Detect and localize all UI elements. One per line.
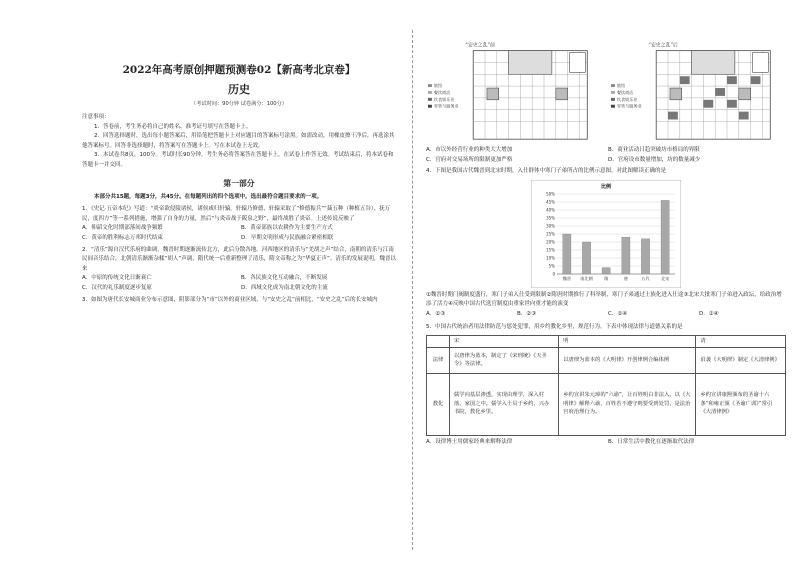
y-tick-label: 0 (552, 271, 555, 277)
question-2-stem: 2．“清乐”源自汉代乐府的曲调，魏晋时期逐渐流传北方，此后分散各地。河西地区的清乐与“羌胡之声”结合，南朝的清乐与江南民间音乐结合，北朝清乐渐渐杂糅“胡人”声调，隋代统一后重新整理了清乐，隋文帝称之为“华夏正声”。清乐的发展说明，魏晋以来 (82, 246, 396, 272)
y-tick-label: 5% (548, 263, 555, 269)
y-tick-label: 40% (546, 207, 555, 213)
legend-label: 饮食娱乐业 (433, 96, 455, 102)
bar-五代 (641, 239, 649, 274)
east-market (556, 88, 568, 100)
x-tick-label: 隋 (604, 275, 609, 281)
bar-隋 (602, 267, 610, 273)
legend-swatch (428, 84, 432, 87)
west-market (670, 88, 682, 100)
map-after (609, 38, 786, 142)
map-legend (611, 82, 642, 109)
table-row (427, 347, 786, 373)
question-5-options (426, 438, 786, 448)
option-a[interactable]: A．仰韶文化时期部落间战争频繁 (82, 225, 163, 232)
table-cell: 乡约宣讲朱元璋的“六谕”，让百姓明白非法入。以《大明律》解释六谕，百姓若不遵守则要受到处罚，是法治官府治理行为。 (559, 373, 696, 435)
y-tick-label: 15% (546, 247, 555, 253)
question-1-options (82, 224, 396, 243)
y-tick-label: 20% (546, 239, 555, 245)
map-before-figure (426, 38, 603, 142)
bar-北宋 (661, 200, 669, 274)
map-legend (428, 82, 459, 109)
legend-swatch (611, 84, 615, 87)
table-cell: 以唐律为蓝本的《大明律》开创律例合编体例 (559, 347, 696, 373)
table-row (427, 373, 786, 435)
question-4-stem: 4．下图是我国古代魏晋到北宋时期，入仕群体中寒门子弟所占的比例示意图，对此图解读正确的是 (426, 168, 667, 175)
section-title: 第一部分 (223, 178, 255, 188)
bar-唐 (622, 237, 630, 274)
option-c[interactable]: C．①④ (608, 310, 628, 317)
note-item: 1．答卷前，考生务必将自己的姓名、准考证号填写在答题卡上。 (94, 123, 252, 130)
question-3-options (426, 146, 786, 165)
option-c[interactable]: C．汉代的礼乐制度逐步复原 (82, 284, 152, 291)
option-a[interactable]: A．中原的传统文化日渐衰亡 (82, 275, 152, 282)
question-1-stem: 1．《史记·五帝本纪》写道：“炎帝欲侵陵诸侯，诸侯咸归轩辕。轩辕乃修德，轩辕采取了“修德振兵”“蓺五种（种植五谷）、抚万民，度四方”等一系列措施，增强了自身的力量，然后“与炎帝战于阪泉之野”，最终战胜了炎帝。上述传说反映了 (82, 206, 391, 222)
option-b[interactable]: B．日常生活中教化在逐渐取代法律 (608, 438, 695, 445)
y-tick-label: 25% (546, 231, 555, 237)
x-tick-label: 唐 (623, 275, 628, 281)
legend-label: 旅馆 (616, 83, 626, 89)
legend-label: 旅馆 (433, 83, 443, 89)
daming-palace (570, 53, 586, 73)
map-before (426, 38, 603, 142)
bar-南北朝 (582, 242, 590, 274)
legend-label: 餐饮商店 (433, 89, 451, 95)
note-item: 2．回答选择题时，选出每小题答案后，用铅笔把答题卡上对应题目的答案标号涂黑。如需改动，用橡皮擦干净后，再选涂其他答案标号。回答非选择题时，将答案写在答题卡上。写在本试卷上无效。 (82, 133, 395, 149)
table-cell: 乡约宣讲康熙颁布的圣谕十六条“和雍正颁《圣谕广训》”常引《大清律例》 (696, 373, 786, 435)
east-market (739, 88, 751, 100)
right-column (416, 0, 794, 562)
legend-label: 零售与服务业 (616, 103, 642, 109)
q5-table (426, 335, 786, 436)
legend-swatch (428, 105, 432, 108)
question-4-statements: ①魏晋时期门阀制度盛行，寒门子弟入仕受到限制②隋唐时期推行了科举制，寒门子弟通过士族化进入仕途③北宋大批寒门子弟进入政坛，给政治增添了活力④反映中国古代选官制度由重家世向重才能的演变 (426, 291, 782, 308)
y-tick-label: 50% (546, 191, 555, 197)
section-instructions: 本部分共15题，每题3分，共45分。在每题列出的四个选项中，选出最符合题目要求的一项。 (94, 193, 323, 200)
legend-swatch (611, 98, 615, 101)
option-c[interactable]: C．官府对交易场所的限制更加严格 (426, 156, 513, 163)
table-header-cell (427, 336, 450, 348)
daming-palace (753, 53, 769, 73)
option-b[interactable]: B．商业活动日趋突破坊市格局的界限 (608, 147, 700, 153)
question-3-stem: 3．如图为唐代长安城商业分布示意图，阴影部分为“市”以外的商业区域，与“安史之乱”前相比，“安史之乱”后的长安城内 (82, 296, 378, 303)
legend-swatch (428, 91, 432, 94)
legend-swatch (428, 98, 432, 101)
note-item: 3．本试卷共8页，100分。考试时长90分钟。考生务必将答案答在答题卡上，在试卷上作答无效。考试结束后，将本试卷和答题卡一并交回。 (82, 152, 394, 168)
map-title: “安史之乱”后 (648, 42, 678, 49)
option-b[interactable]: B．各民族文化互动融合，不断发展 (241, 275, 328, 282)
option-d[interactable]: D．西域文化成为南北朝文化的主流 (241, 284, 328, 291)
bar-魏晋 (563, 234, 571, 274)
exam-title: 2022年高考原创押题预测卷02【新高考北京卷】 (122, 64, 356, 76)
option-b[interactable]: B．②③ (517, 310, 537, 317)
legend-label: 零售与服务业 (433, 103, 459, 109)
row-label: 教化 (427, 373, 450, 435)
x-tick-label: 魏晋 (562, 275, 572, 281)
option-a[interactable]: A．市以外经营行业的种类大大增加 (426, 147, 513, 153)
table-header-row (427, 336, 786, 348)
option-d[interactable]: D．②④ (699, 310, 719, 317)
legend-label: 饮食娱乐业 (616, 96, 638, 102)
option-c[interactable]: C．黄帝的胜利标志万邦时代结束 (82, 234, 163, 241)
table-cell: 儒学向基层渗透，实现由理学，深入村落，家国之中。儒学入士员于乡约，兴办书院，教化乡里。 (450, 373, 559, 435)
x-tick-label: 五代 (641, 275, 650, 281)
question-2-options (82, 274, 396, 293)
x-tick-label: 南北朝 (580, 275, 593, 281)
column-divider (412, 30, 413, 550)
row-label: 法律 (427, 347, 450, 373)
chart-title: 比例 (600, 183, 612, 190)
y-tick-label: 10% (546, 255, 555, 261)
question-5-stem: 5．中国古代统治者用法律防范与惩处犯罪，用乡约教化乡里，规范行为。下表中体现法律与道德关系的是 (426, 323, 683, 330)
option-b[interactable]: B．黄帝部族以农耕作为主要生产方式 (241, 225, 333, 232)
option-d[interactable]: D．早期文明形成与民族融合紧密相联 (241, 234, 334, 241)
y-tick-label: 45% (546, 199, 555, 205)
exam-info: （考试时间：90分钟 试卷满分：100分） (191, 101, 287, 107)
west-market (487, 88, 499, 100)
palace-area (692, 51, 735, 75)
y-tick-label: 35% (546, 215, 555, 221)
palace-area (509, 51, 552, 75)
table-header-cell: 宋 (450, 336, 559, 348)
option-a[interactable]: A．设律博士用儒家经典来解释法律 (426, 438, 513, 445)
x-tick-label: 北宋 (660, 275, 670, 281)
table-header-cell: 清 (696, 336, 786, 348)
map-after-figure (609, 38, 786, 142)
q3-maps (426, 38, 786, 142)
legend-swatch (611, 105, 615, 108)
option-a[interactable]: A．①③ (426, 310, 446, 317)
table-cell: 沿袭《大明律》制定《大清律例》 (696, 347, 786, 373)
legend-swatch (611, 91, 615, 94)
question-4-options (426, 310, 786, 320)
legend-label: 餐饮商店 (616, 89, 634, 95)
q4-bar-chart (531, 180, 681, 288)
map-title: “安史之乱”前 (465, 42, 495, 49)
subject-title: 历史 (228, 83, 250, 96)
y-tick-label: 30% (546, 223, 555, 229)
table-cell: 以唐律为蓝本，制定了《宋刑统》《天圣令》等法律。 (450, 347, 559, 373)
option-d[interactable]: D．官府设市数量增加，坊的数量减少 (608, 156, 701, 163)
notes-heading: 注意事项： (82, 114, 110, 120)
table-header-cell: 明 (559, 336, 696, 348)
